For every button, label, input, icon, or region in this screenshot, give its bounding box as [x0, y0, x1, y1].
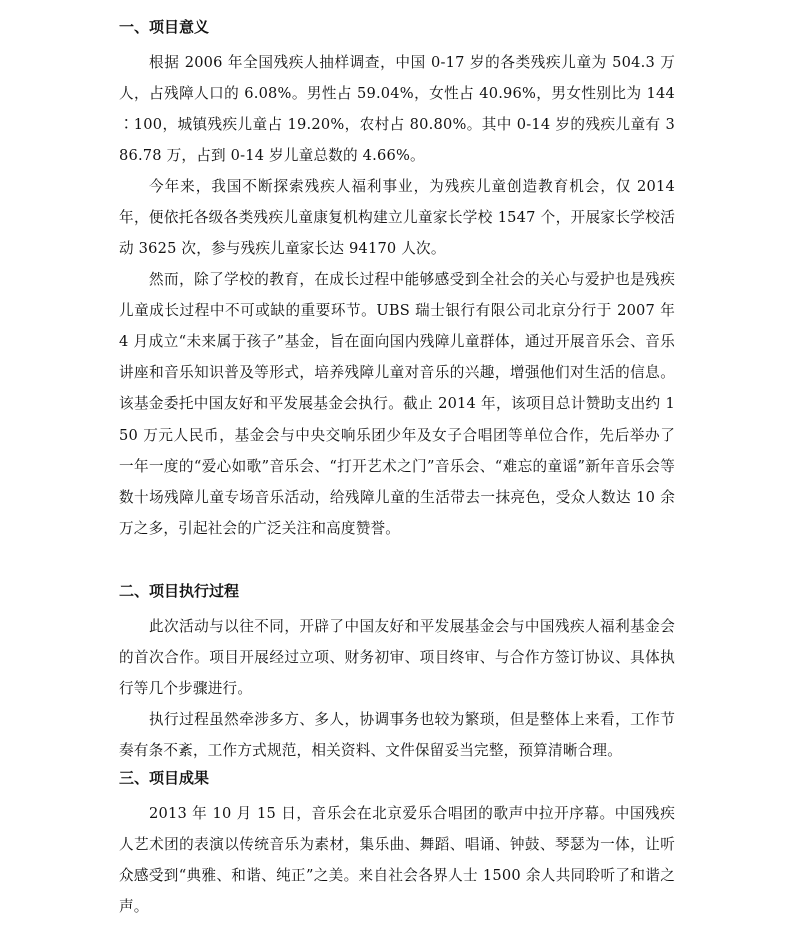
- paragraph-cooperation: 此次活动与以往不同，开辟了中国友好和平发展基金会与中国残疾人福利基金会的首次合作。项目开展经过立项、财务初审、项目终审、与合作方签订协议、具体执行等几个步骤进行。: [119, 617, 675, 697]
- paragraph-concert: 2013 年 10 月 15 日，音乐会在北京爱乐合唱团的歌声中拉开序幕。中国残疾人艺术团的表演以传统音乐为素材，集乐曲、舞蹈、唱诵、钟鼓、琴瑟为一体，让听众感受到“典雅、和谐、纯正”之美。来自社会各界人士 1500 余人共同聆听了和谐之声。: [119, 804, 675, 916]
- section-heading-execution: 二、项目执行过程: [119, 582, 240, 600]
- paragraph-statistics: 根据 2006 年全国残疾人抽样调查，中国 0-17 岁的各类残疾儿童为 504.3 万人，占残障人口的 6.08%。男性占 59.04%，女性占 40.96%，男女性别比为 144∶100，城镇残疾儿童占 19.20%，农村占 80.80%。其中 0-14 岁的残疾儿童有 386.78 万，占到 0-14 岁儿童总数的 4.66%。: [119, 53, 675, 165]
- paragraph-process-quality: 执行过程虽然牵涉多方、多人，协调事务也较为繁琐，但是整体上来看，工作节奏有条不紊，工作方式规范，相关资料、文件保留妥当完整，预算清晰合理。: [119, 710, 675, 759]
- section-heading-significance: 一、项目意义: [119, 18, 210, 36]
- section-heading-results: 三、项目成果: [119, 769, 210, 787]
- paragraph-ubs-fund: 然而，除了学校的教育，在成长过程中能够感受到全社会的关心与爱护也是残疾儿童成长过程中不可或缺的重要环节。UBS 瑞士银行有限公司北京分行于 2007 年 4 月成立“未来属于孩子”基金，旨在面向国内残障儿童群体，通过开展音乐会、音乐讲座和音乐知识普及等形式，培养残障儿童对音乐的兴趣，增强他们对生活的信息。该基金委托中国友好和平发展基金会执行。截止 2014 年，该项目总计赞助支出约 150 万元人民币，基金会与中央交响乐团少年及女子合唱团等单位合作，先后举办了一年一度的“爱心如歌”音乐会、“打开艺术之门”音乐会、“难忘的童谣”新年音乐会等数十场残障儿童专场音乐活动，给残障儿童的生活带去一抹亮色，受众人数达 10 余万之多，引起社会的广泛关注和高度赞誉。: [119, 270, 675, 538]
- paragraph-education-efforts: 今年来，我国不断探索残疾人福利事业，为残疾儿童创造教育机会，仅 2014 年，便依托各级各类残疾儿童康复机构建立儿童家长学校 1547 个，开展家长学校活动 3625 次，参与残疾儿童家长达 94170 人次。: [119, 177, 675, 257]
